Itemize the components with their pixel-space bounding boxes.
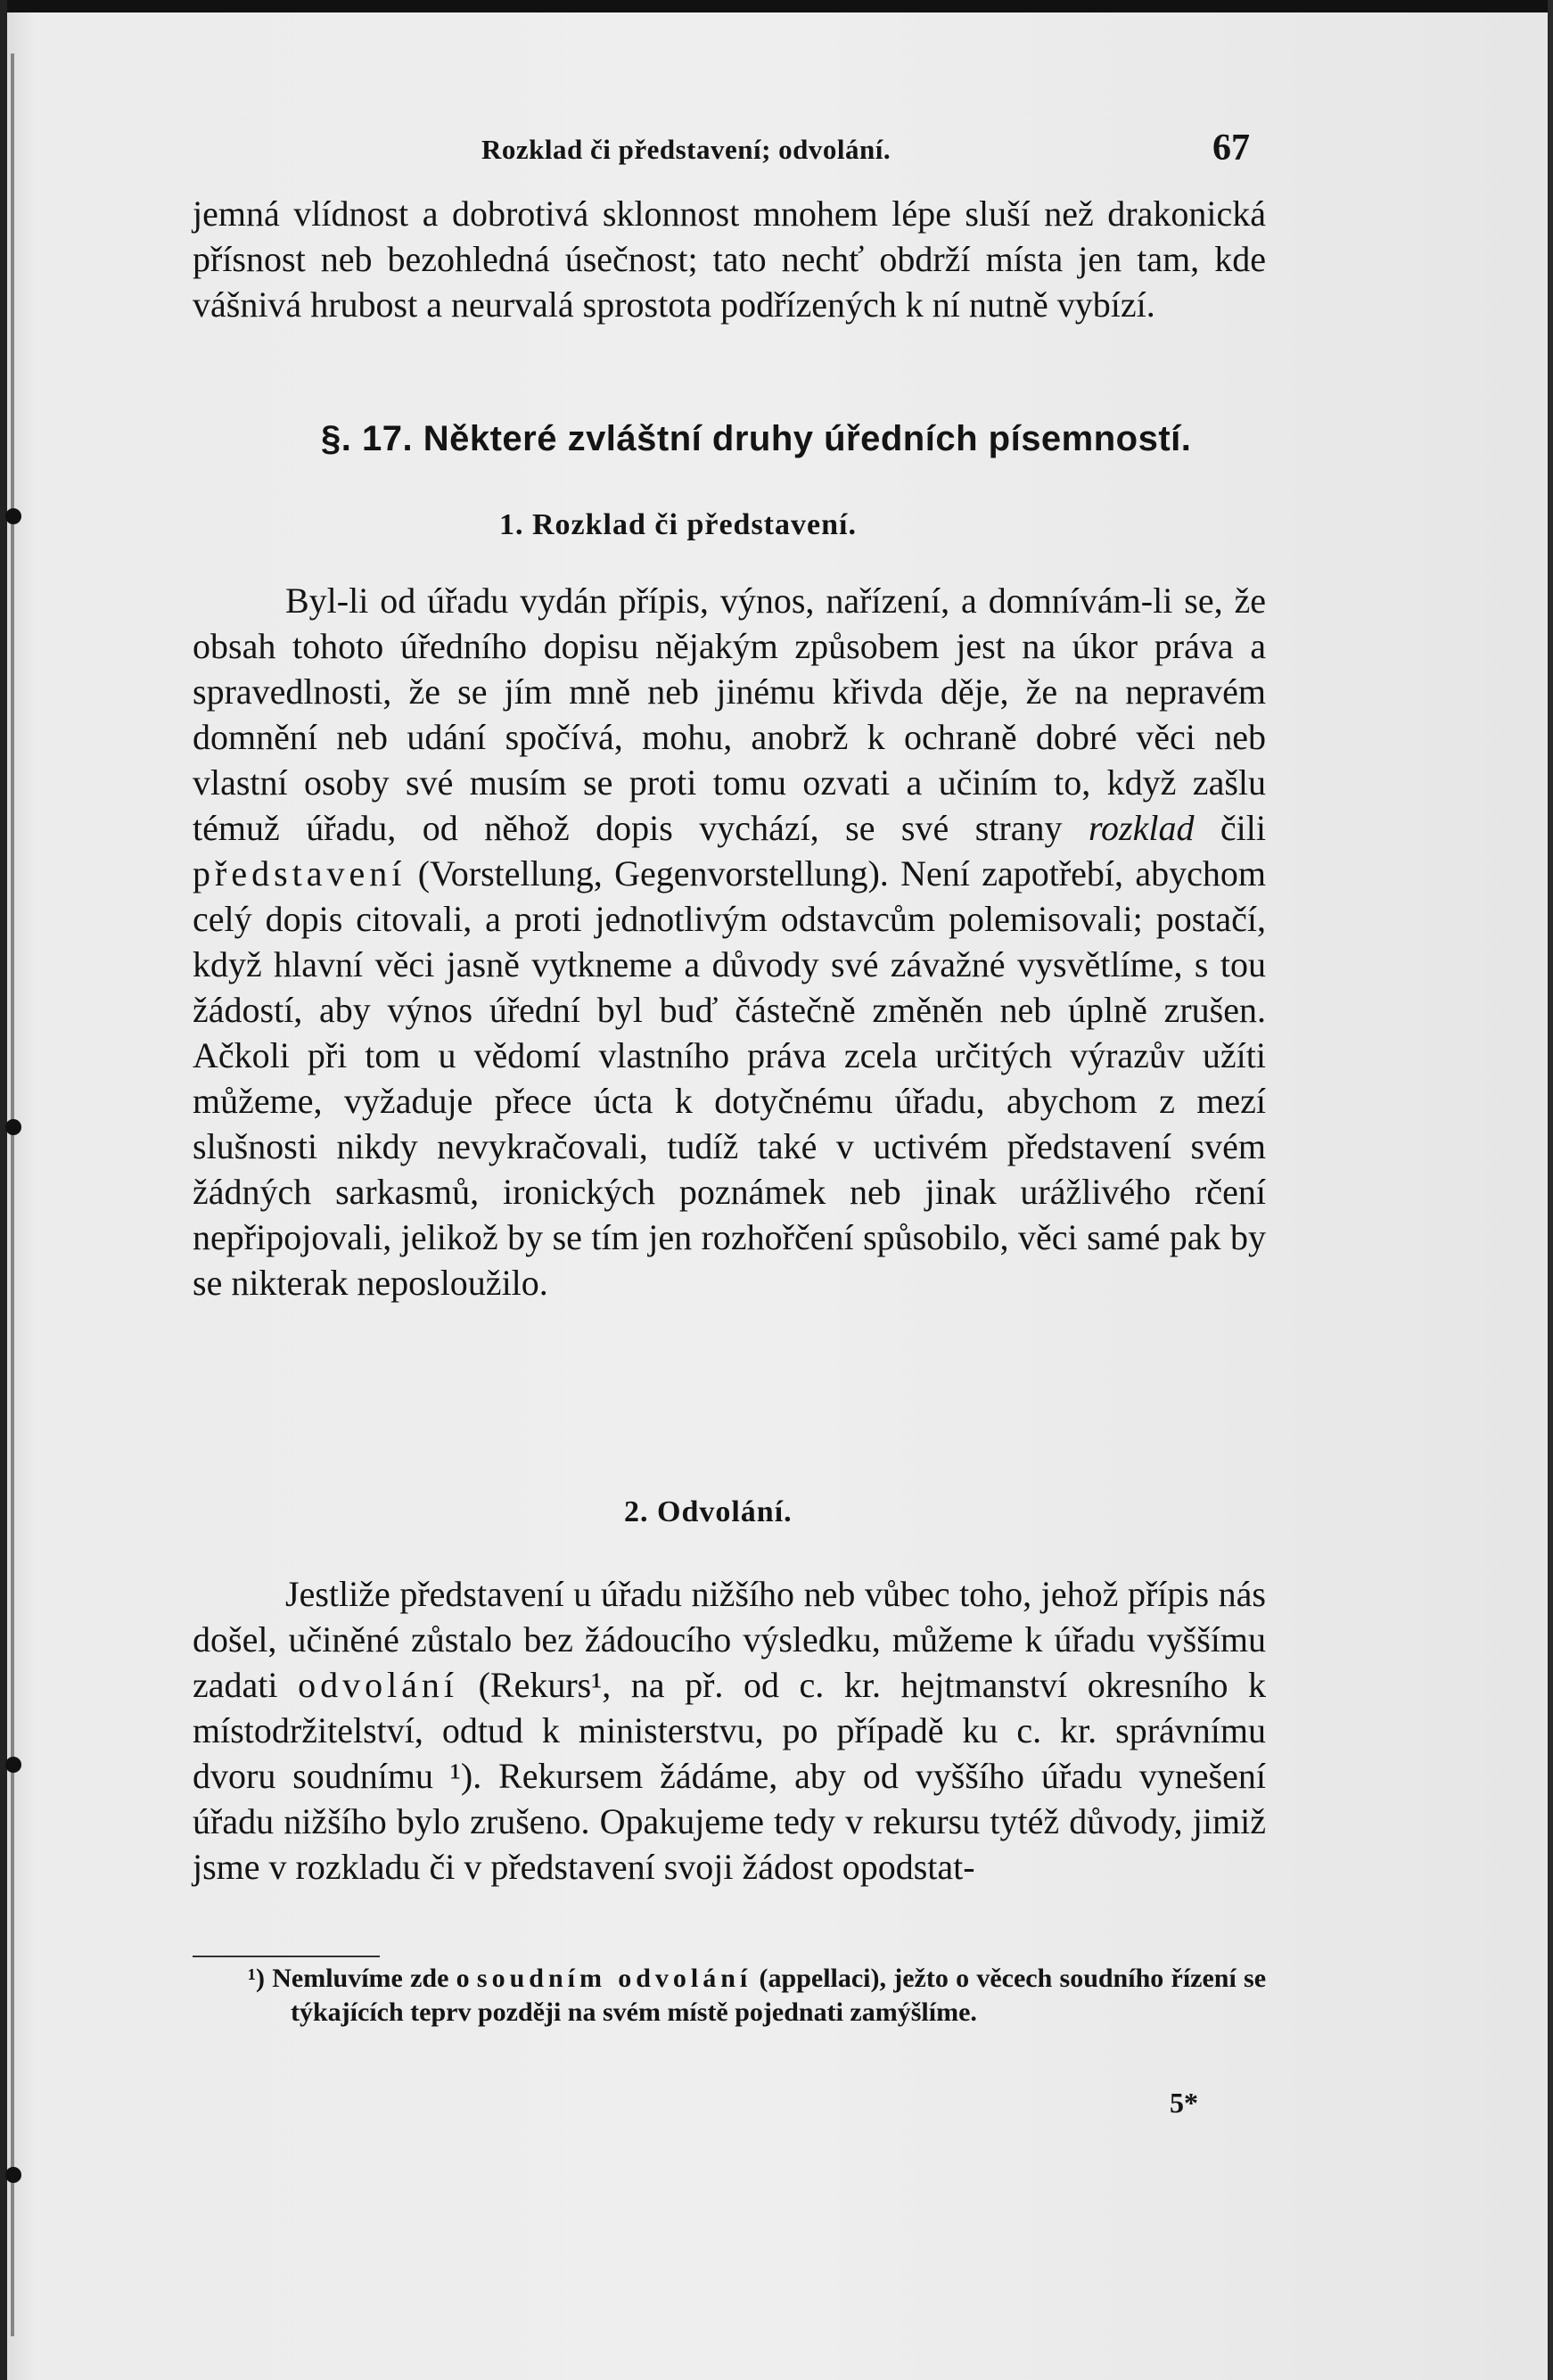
scan-edge-left bbox=[0, 0, 7, 2380]
odvolani-spaced-term: odvolání bbox=[298, 1665, 459, 1705]
page-number: 67 bbox=[1212, 128, 1250, 169]
rozklad-paragraph bbox=[193, 578, 1266, 1305]
intro-paragraph-block bbox=[193, 191, 1266, 327]
rozklad-emphasis: rozklad bbox=[1088, 808, 1195, 848]
printer-signature-mark: 5* bbox=[1170, 2087, 1198, 2119]
footnote-text-part2: (appellaci), ježto o věcech soudního řízení se týkajících teprv později na svém místě pojednati zamýšlíme. bbox=[291, 1964, 1267, 2027]
rozklad-text-part2: čili bbox=[1220, 808, 1267, 848]
footnote-marker: ¹) bbox=[248, 1964, 265, 1993]
subsection-heading-rozklad: 1. Rozklad či představení. bbox=[499, 508, 857, 541]
scan-edge-right bbox=[1548, 0, 1553, 2380]
odvolani-text-part2: (Rekurs¹, na př. od c. kr. hejtmanství okresního k místodržitelství, odtud k ministerstvu, po případě ku c. kr. správnímu dvoru soudnímu ¹). Rekursem žádáme, aby od vyššího úřadu vynešení úřadu nižšího bylo zrušeno. Opakujeme tedy v rekursu tytéž důvody, jimiž jsme v rozkladu či v představení svoji žádost opodstat- bbox=[193, 1665, 1267, 1887]
footnote-divider bbox=[193, 1956, 380, 1957]
intro-paragraph: jemná vlídnost a dobrotivá sklonnost mnohem lépe sluší než drakonická přísnost neb bezohledná úsečnost; tato nechť obdrží místa jen tam, kde vášnivá hrubost a neurvalá sprostota podřízených k ní nutně vybízí. bbox=[193, 194, 1266, 325]
odvolani-paragraph bbox=[193, 1571, 1266, 1890]
footnote-text-part1: Nemluvíme zde o bbox=[272, 1964, 470, 1993]
subsection-heading-odvolani: 2. Odvolání. bbox=[624, 1495, 793, 1528]
footnote bbox=[248, 1962, 1266, 2030]
rozklad-paragraph-block bbox=[193, 578, 1266, 1305]
section-heading: §. 17. Některé zvláštní druhy úředních písemností. bbox=[321, 419, 1192, 458]
binding-hole bbox=[5, 508, 21, 524]
binding-hole bbox=[5, 1119, 21, 1135]
binding-hole bbox=[5, 2167, 21, 2183]
footnote-spaced-term: soudním odvolání bbox=[476, 1964, 752, 1993]
binding-shadow bbox=[11, 54, 14, 2336]
rozklad-text-part1: Byl-li od úřadu vydán přípis, výnos, nařízení, a domnívám-li se, že obsah tohoto úředního dopisu nějakým způsobem jest na úkor práva a spravedlnosti, že se jím mně neb jinému křivda děje, že na nepravém domnění neb udání spočívá, mohu, anobrž k ochraně dobré věci neb vlastní osoby své musím se proti tomu ozvati a učiním to, když zašlu témuž úřadu, od něhož dopis vychází, se své strany bbox=[193, 581, 1266, 848]
odvolani-text-part1: Jestliže představení u úřadu nižšího neb vůbec toho, jehož přípis nás došel, učiněné zůstalo bez žádoucího výsledku, můžeme k úřadu vyššímu zadati bbox=[193, 1574, 1266, 1705]
binding-hole bbox=[5, 1757, 21, 1773]
odvolani-paragraph-block bbox=[193, 1571, 1266, 1890]
running-header-title: Rozklad či představení; odvolání. bbox=[481, 134, 892, 165]
rozklad-text-part3: (Vorstellung, Gegenvorstellung). Není zapotřebí, abychom celý dopis citovali, a proti jednotlivým odstavcům polemisovali; postačí, když hlavní věci jasně vytkneme a důvody své závažné vysvětlíme, s tou žádostí, aby výnos úřední byl buď částečně změněn neb úplně zrušen. Ačkoli při tom u vědomí vlastního práva zcela určitých výrazův užíti můžeme, vyžaduje přece úcta k dotyčnému úřadu, abychom z mezí slušnosti nikdy nevykračovali, tudíž také v uctivém představení svém žádných sarkasmů, ironických poznámek neb jinak urážlivého rčení nepřipojovali, jelikož by se tím jen rozhořčení spůsobilo, věci samé pak by se nikterak neposloužilo. bbox=[193, 853, 1266, 1303]
scan-edge-top bbox=[0, 0, 1553, 12]
rozklad-spaced-term: představení bbox=[193, 853, 407, 894]
